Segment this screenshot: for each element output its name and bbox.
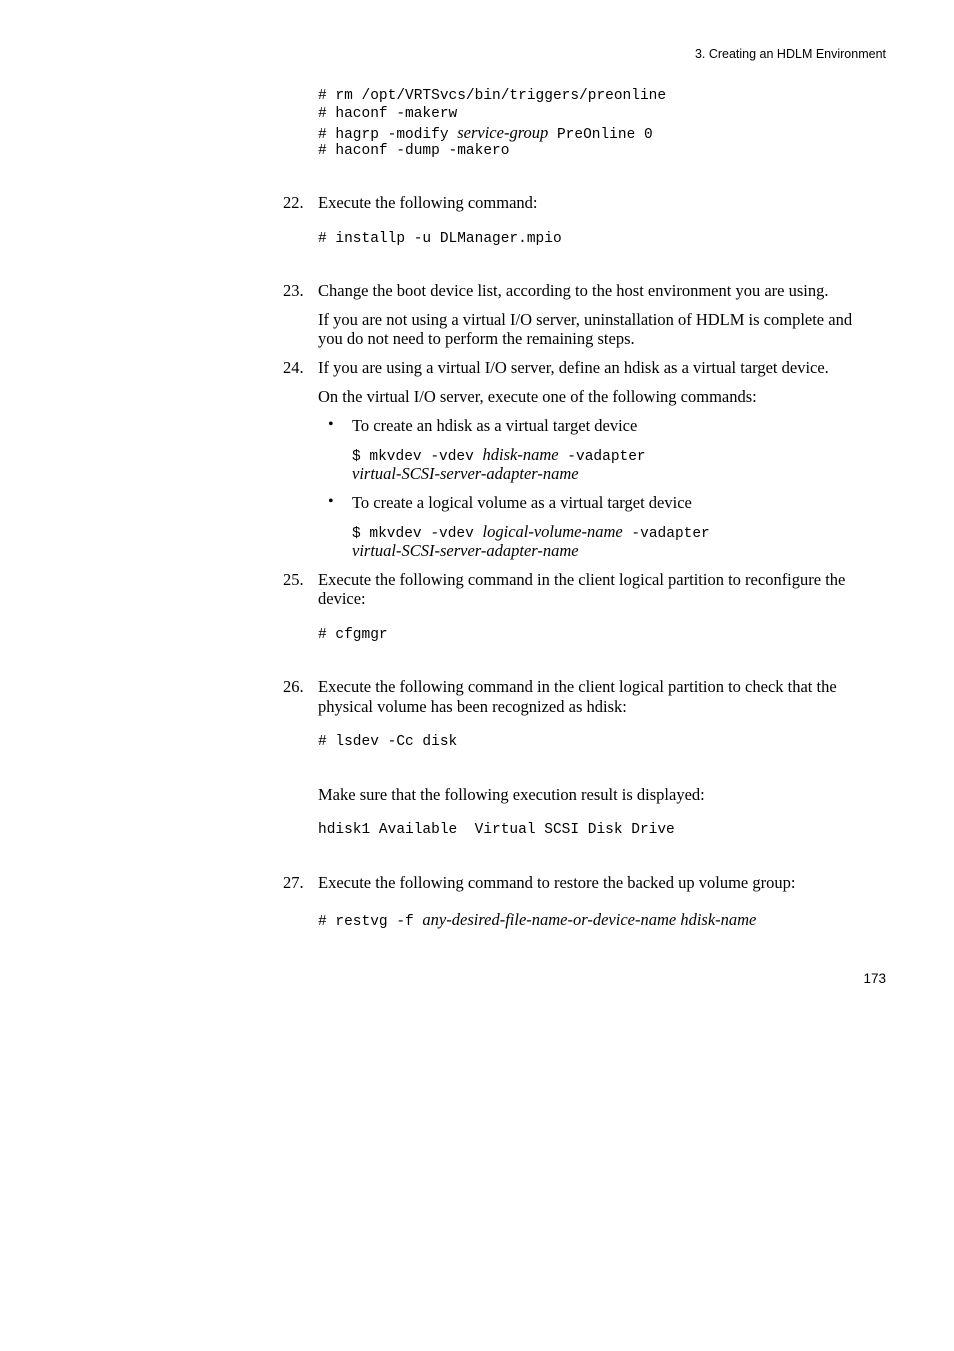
code-line: # haconf -makerw [318,106,458,122]
step-text: Execute the following command: [318,193,538,212]
step-number: 27. [283,873,304,892]
step-text: Execute the following command in the client logical partition to check that the [318,677,837,696]
step-text: Make sure that the following execution result is displayed: [318,785,705,804]
code-line: # cfgmgr [318,627,388,643]
step-number: 24. [283,358,304,377]
step-text: device: [318,589,366,608]
code-line [318,910,756,930]
code-line: # lsdev -Cc disk [318,734,458,750]
step-text: If you are using a virtual I/O server, define an hdisk as a virtual target device. [318,358,829,377]
step-text: Execute the following command to restore the backed up volume group: [318,873,796,892]
bullet-text: To create a logical volume as a virtual target device [352,493,692,512]
code-line: hdisk1 Available Virtual SCSI Disk Drive [318,822,675,838]
code-line [318,123,653,143]
code-segment: # restvg -f [318,914,423,930]
code-segment: -vadapter [558,449,646,465]
code-segment: $ mkvdev -vdev [352,526,483,542]
code-variable: service-group [457,123,549,142]
running-header: 3. Creating an HDLM Environment [694,47,886,61]
step-number: 25. [283,570,304,589]
code-variable: hdisk-name [482,445,559,464]
step-text: physical volume has been recognized as hdisk: [318,697,627,716]
step-number: 23. [283,281,304,300]
code-variable: any-desired-file-name-or-device-name hdisk-name [422,910,757,929]
bullet-text: To create an hdisk as a virtual target device [352,416,638,435]
code-segment: $ mkvdev -vdev [352,449,483,465]
step-intro: On the virtual I/O server, execute one of the following commands: [318,387,757,406]
bullet-icon: • [328,493,334,510]
code-line [352,522,710,542]
step-number: 22. [283,193,304,212]
bullet-icon: • [328,416,334,433]
code-line [352,445,646,465]
step-text: Change the boot device list, according to the host environment you are using. [318,281,829,300]
step-number: 26. [283,677,304,696]
code-line: # installp -u DLManager.mpio [318,231,562,247]
code-line: # haconf -dump -makero [318,143,510,159]
code-line: # rm /opt/VRTSvcs/bin/triggers/preonline [318,88,667,104]
step-note: you do not need to perform the remaining steps. [318,329,635,348]
page-number: 173 [863,971,886,986]
code-variable: virtual-SCSI-server-adapter-name [352,464,579,483]
step-text: Execute the following command in the client logical partition to reconfigure the [318,570,846,589]
code-segment: # hagrp -modify [318,127,458,143]
code-variable: virtual-SCSI-server-adapter-name [352,541,579,560]
code-segment: -vadapter [622,526,710,542]
code-variable: logical-volume-name [482,522,623,541]
step-note: If you are not using a virtual I/O server, uninstallation of HDLM is complete and [318,310,853,329]
code-segment: PreOnline 0 [548,127,653,143]
